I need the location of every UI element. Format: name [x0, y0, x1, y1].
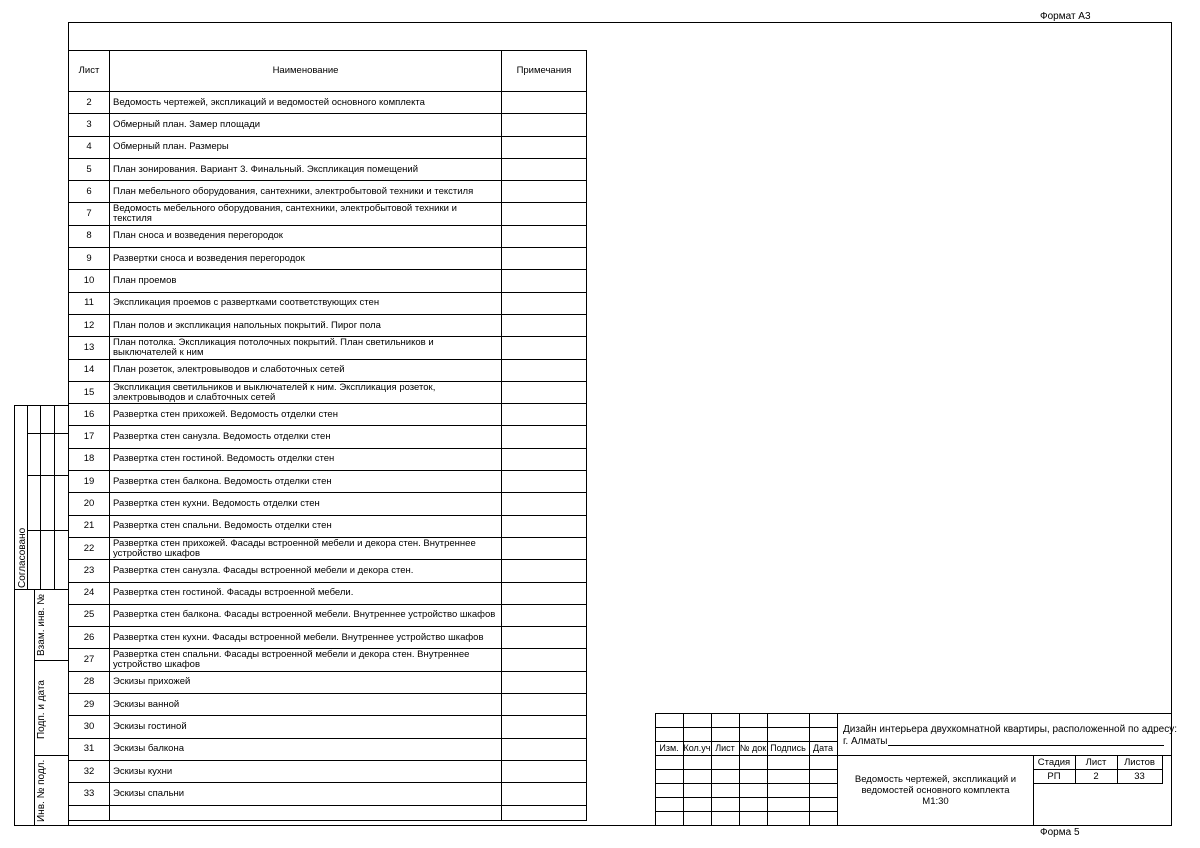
- table-row: [69, 649, 587, 671]
- table-row: [69, 381, 587, 403]
- side-h-1: [27, 433, 68, 434]
- table-row: [69, 493, 587, 515]
- table-row: [69, 181, 587, 203]
- row-sheet-number: 25: [69, 604, 110, 626]
- table-row: [69, 471, 587, 493]
- row-notes: [502, 314, 587, 336]
- row-title: Эскизы гостиной: [110, 716, 502, 738]
- header-sheet: Лист: [69, 51, 110, 92]
- row-notes: [502, 158, 587, 180]
- row-sheet-number: 26: [69, 627, 110, 649]
- row-sheet-number: 7: [69, 203, 110, 225]
- row-notes: [502, 114, 587, 136]
- row-notes: [502, 694, 587, 716]
- row-sheet-number: 31: [69, 738, 110, 760]
- table-row: [69, 560, 587, 582]
- table-row: [69, 515, 587, 537]
- side-h-6: [34, 755, 68, 756]
- sheets-value: 33: [1134, 771, 1145, 782]
- row-title: Развертка стен санузла. Фасады встроенной мебели и декора стен.: [110, 560, 502, 582]
- row-notes: [502, 292, 587, 314]
- table-spacer-row: [69, 805, 587, 820]
- side-h-3: [27, 530, 68, 531]
- row-title: Развертка стен кухни. Ведомость отделки стен: [110, 493, 502, 515]
- row-notes: [502, 136, 587, 158]
- project-title: Дизайн интерьера двухкомнатной квартиры, расположенной по адресу:: [843, 724, 1178, 735]
- sheet-value: 2: [1093, 771, 1099, 782]
- row-notes: [502, 248, 587, 270]
- row-title: Развертка стен кухни. Фасады встроенной мебели. Внутреннее устройство шкафов: [110, 627, 502, 649]
- table-row: [69, 448, 587, 470]
- table-row: [69, 627, 587, 649]
- tb-project-divider: [837, 755, 1172, 756]
- row-sheet-number: 8: [69, 225, 110, 247]
- row-notes: [502, 716, 587, 738]
- row-notes: [502, 225, 587, 247]
- table-row: [69, 760, 587, 782]
- row-title: План розеток, электровыводов и слаботочных сетей: [110, 359, 502, 381]
- row-title: Развертка стен спальни. Фасады встроенной мебели и декора стен. Внутреннее устройство шкафов: [110, 649, 502, 671]
- row-notes: [502, 337, 587, 359]
- col-list: Лист: [715, 743, 735, 753]
- sheet-scale: М1:30: [922, 796, 949, 807]
- row-notes: [502, 649, 587, 671]
- row-sheet-number: 30: [69, 716, 110, 738]
- row-sheet-number: 20: [69, 493, 110, 515]
- row-notes: [502, 381, 587, 403]
- table-row: [69, 404, 587, 426]
- row-sheet-number: 15: [69, 381, 110, 403]
- table-row: [69, 158, 587, 180]
- row-title: Эскизы ванной: [110, 694, 502, 716]
- inv-orig-label: Инв. № подл.: [36, 759, 47, 822]
- tb-h-6: [655, 797, 837, 798]
- col-izm: Изм.: [659, 743, 679, 753]
- row-sheet-number: 3: [69, 114, 110, 136]
- row-title: Развертка стен балкона. Ведомость отделки стен: [110, 471, 502, 493]
- sheet-title-2: ведомостей основного комплекта: [861, 785, 1010, 796]
- row-notes: [502, 203, 587, 225]
- table-header-row: [69, 51, 587, 92]
- row-title: Развертка стен балкона. Фасады встроенной мебели. Внутреннее устройство шкафов: [110, 604, 502, 626]
- row-notes: [502, 738, 587, 760]
- col-kol: Кол.уч: [683, 743, 711, 753]
- side-h-2: [27, 475, 68, 476]
- table-row: [69, 359, 587, 381]
- row-title: Экспликация проемов с развертками соответствующих стен: [110, 292, 502, 314]
- side-h-4: [14, 589, 68, 590]
- frame-top: [68, 22, 1172, 23]
- row-sheet-number: 27: [69, 649, 110, 671]
- row-sheet-number: 13: [69, 337, 110, 359]
- format-label: Формат А3: [1040, 11, 1091, 22]
- agreed-label: Согласовано: [17, 527, 28, 588]
- row-notes: [502, 493, 587, 515]
- tb-stage-v3: [1162, 755, 1163, 784]
- header-notes: Примечания: [502, 51, 587, 92]
- row-sheet-number: 23: [69, 560, 110, 582]
- tb-stage-h2: [1033, 783, 1163, 784]
- row-notes: [502, 448, 587, 470]
- row-sheet-number: 22: [69, 537, 110, 559]
- table-row: [69, 314, 587, 336]
- table-row: [69, 716, 587, 738]
- row-notes: [502, 582, 587, 604]
- col-sign: Подпись: [770, 743, 806, 753]
- row-sheet-number: 10: [69, 270, 110, 292]
- side-left: [14, 405, 15, 826]
- row-title: Экспликация светильников и выключателей к ним. Экспликация розеток, электровыводов и слабточных сетей: [110, 381, 502, 403]
- row-sheet-number: 4: [69, 136, 110, 158]
- row-notes: [502, 471, 587, 493]
- sheet-title-1: Ведомость чертежей, экспликаций и: [854, 774, 1017, 785]
- row-title: Эскизы балкона: [110, 738, 502, 760]
- row-sheet-number: 24: [69, 582, 110, 604]
- row-title: Развертка стен спальни. Ведомость отделки стен: [110, 515, 502, 537]
- table-row: [69, 738, 587, 760]
- table-row: [69, 136, 587, 158]
- tb-h-3: [655, 755, 837, 756]
- row-title: Эскизы прихожей: [110, 671, 502, 693]
- table-row: [69, 582, 587, 604]
- row-sheet-number: 12: [69, 314, 110, 336]
- row-notes: [502, 404, 587, 426]
- row-title: Развертка стен санузла. Ведомость отделки стен: [110, 426, 502, 448]
- row-title: Ведомость мебельного оборудования, сантехники, электробытовой техники и текстиля: [110, 203, 502, 225]
- table-row: [69, 783, 587, 805]
- table-row: [69, 225, 587, 247]
- table-row: [69, 92, 587, 114]
- row-title: Развертка стен прихожей. Фасады встроенной мебели и декора стен. Внутреннее устройство шкафов: [110, 537, 502, 559]
- tb-h-7: [655, 811, 837, 812]
- form-label: Форма 5: [1040, 827, 1080, 838]
- row-sheet-number: 9: [69, 248, 110, 270]
- row-notes: [502, 270, 587, 292]
- side-col-3: [34, 589, 35, 826]
- tb-stage-h1: [1033, 769, 1163, 770]
- sheets-label: Листов: [1124, 757, 1155, 768]
- sheet-list-table: [68, 50, 587, 821]
- row-title: Развертка стен гостиной. Ведомость отделки стен: [110, 448, 502, 470]
- row-sheet-number: 32: [69, 760, 110, 782]
- row-title: План полов и экспликация напольных покрытий. Пирог пола: [110, 314, 502, 336]
- row-title: Эскизы кухни: [110, 760, 502, 782]
- table-row: [69, 203, 587, 225]
- table-row: [69, 248, 587, 270]
- row-notes: [502, 92, 587, 114]
- table-row: [69, 270, 587, 292]
- table-row: [69, 537, 587, 559]
- row-notes: [502, 760, 587, 782]
- row-sheet-number: 5: [69, 158, 110, 180]
- row-title: Развертки сноса и возведения перегородок: [110, 248, 502, 270]
- table-row: [69, 604, 587, 626]
- row-title: Обмерный план. Замер площади: [110, 114, 502, 136]
- row-title: План проемов: [110, 270, 502, 292]
- side-top: [14, 405, 68, 406]
- row-sheet-number: 21: [69, 515, 110, 537]
- row-title: План сноса и возведения перегородок: [110, 225, 502, 247]
- row-title: Обмерный план. Размеры: [110, 136, 502, 158]
- row-notes: [502, 181, 587, 203]
- tb-h-1: [655, 727, 837, 728]
- row-notes: [502, 604, 587, 626]
- row-sheet-number: 19: [69, 471, 110, 493]
- row-title: Эскизы спальни: [110, 783, 502, 805]
- sheet-label: Лист: [1085, 757, 1107, 768]
- table-row: [69, 671, 587, 693]
- tb-h-5: [655, 783, 837, 784]
- side-h-5: [34, 660, 68, 661]
- row-sheet-number: 28: [69, 671, 110, 693]
- row-notes: [502, 627, 587, 649]
- sign-date-label: Подп. и дата: [36, 680, 47, 739]
- row-sheet-number: 29: [69, 694, 110, 716]
- table-row: [69, 337, 587, 359]
- stage-label: Стадия: [1037, 757, 1071, 768]
- frame-right: [1171, 22, 1172, 826]
- row-notes: [502, 560, 587, 582]
- table-row: [69, 114, 587, 136]
- row-notes: [502, 515, 587, 537]
- project-city: г. Алматы: [843, 736, 888, 747]
- header-name: Наименование: [110, 51, 502, 92]
- city-underline: [888, 745, 1164, 746]
- row-notes: [502, 426, 587, 448]
- row-title: Ведомость чертежей, экспликаций и ведомостей основного комплекта: [110, 92, 502, 114]
- row-sheet-number: 11: [69, 292, 110, 314]
- row-sheet-number: 6: [69, 181, 110, 203]
- row-sheet-number: 2: [69, 92, 110, 114]
- replace-inv-label: Взам. инв. №: [36, 594, 47, 656]
- row-sheet-number: 14: [69, 359, 110, 381]
- table-row: [69, 694, 587, 716]
- row-sheet-number: 33: [69, 783, 110, 805]
- row-sheet-number: 17: [69, 426, 110, 448]
- tb-h-4: [655, 769, 837, 770]
- row-title: План потолка. Экспликация потолочных покрытий. План светильников и выключателей к ним: [110, 337, 502, 359]
- row-title: Развертка стен гостиной. Фасады встроенной мебели.: [110, 582, 502, 604]
- row-notes: [502, 537, 587, 559]
- tb-h-2: [655, 741, 837, 742]
- row-sheet-number: 16: [69, 404, 110, 426]
- table-row: [69, 426, 587, 448]
- tb-v-6: [837, 713, 838, 826]
- col-date: Дата: [813, 743, 833, 753]
- table-row: [69, 292, 587, 314]
- row-notes: [502, 359, 587, 381]
- row-title: План зонирования. Вариант 3. Финальный. Экспликация помещений: [110, 158, 502, 180]
- row-notes: [502, 783, 587, 805]
- row-sheet-number: 18: [69, 448, 110, 470]
- row-notes: [502, 671, 587, 693]
- row-title: Развертка стен прихожей. Ведомость отделки стен: [110, 404, 502, 426]
- stage-value: РП: [1047, 771, 1061, 782]
- row-title: План мебельного оборудования, сантехники, электробытовой техники и текстиля: [110, 181, 502, 203]
- col-doc: № док: [739, 743, 767, 753]
